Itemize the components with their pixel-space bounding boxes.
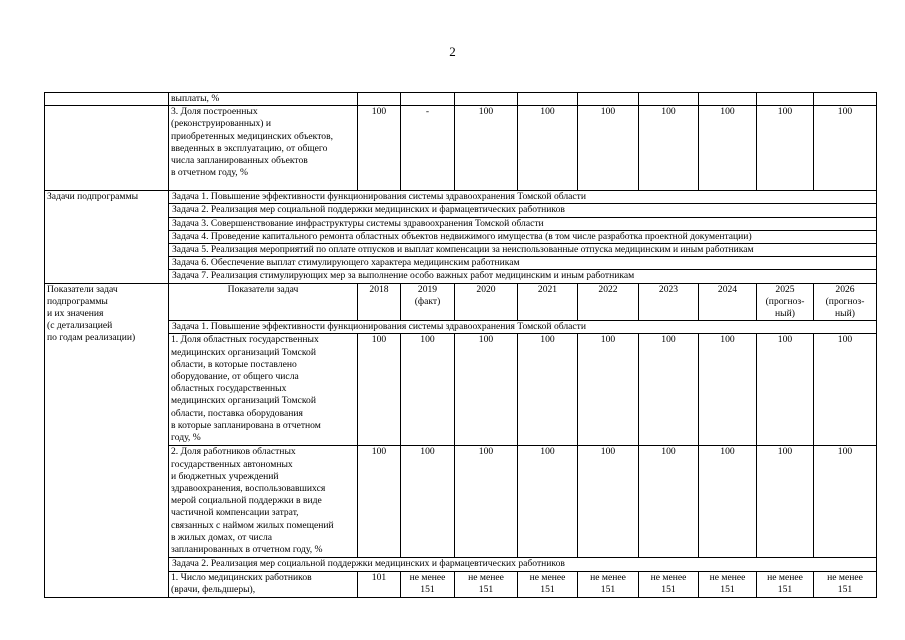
value-2023: 100 [639, 334, 699, 446]
value-2023: 100 [639, 446, 699, 558]
indicator-row [45, 571, 877, 597]
value-2026: 100 [814, 334, 877, 446]
prev-indicator-tail: выплаты, % [169, 93, 358, 106]
subprogram-passport-table [44, 92, 877, 598]
task-2: Задача 2. Реализация мер социальной поддержки медицинских и фармацевтических работников [169, 204, 877, 217]
indicators-section-label: Показатели задач подпрограммы и их значения (с детализацией по годам реализации) [45, 283, 169, 597]
indicator-text: 3. Доля построенных (реконструированных) и приобретенных медицинских объектов, введенных в эксплуатацию, от общего числа запланированных объектов в отчетном году, % [169, 106, 358, 191]
task-row [45, 191, 877, 204]
indicator-text: 1. Доля областных государственных медицинских организаций Томской области, в которые поставлено оборудование, от общего числа областных государственных медицинских организаций Томской области, поставка оборудования в которые запланирована в отчетном году, % [169, 334, 358, 446]
value-2025: 100 [757, 334, 814, 446]
value-2019: - [401, 106, 455, 191]
value-2022: не менее 151 [578, 571, 639, 597]
indicator-row [45, 446, 877, 558]
value-2018: 100 [358, 106, 401, 191]
value-2020: 100 [455, 334, 518, 446]
value-2024: 100 [699, 334, 757, 446]
value-2018: 101 [358, 571, 401, 597]
value-2020: 100 [455, 446, 518, 558]
value-2024: 100 [699, 446, 757, 558]
tasks-section-label: Задачи подпрограммы [45, 191, 169, 283]
value-2022: 100 [578, 446, 639, 558]
year-header-2024: 2024 [699, 283, 757, 321]
year-header-2018: 2018 [358, 283, 401, 321]
value-2024: не менее 151 [699, 571, 757, 597]
value-2025: 100 [757, 106, 814, 191]
value-2018: 100 [358, 334, 401, 446]
task-row [45, 204, 877, 217]
year-header-2023: 2023 [639, 283, 699, 321]
value-2020: не менее 151 [455, 571, 518, 597]
indicators-header-label: Показатели задач [169, 283, 358, 321]
task-6: Задача 6. Обеспечение выплат стимулирующего характера медицинским работникам [169, 257, 877, 270]
task-title-row [45, 321, 877, 334]
task-title-row [45, 558, 877, 571]
task2-title: Задача 2. Реализация мер социальной поддержки медицинских и фармацевтических работников [169, 558, 877, 571]
value-2021: 100 [518, 106, 578, 191]
year-header-2022: 2022 [578, 283, 639, 321]
year-header-2026: 2026 (прогноз- ный) [814, 283, 877, 321]
value-2025: 100 [757, 446, 814, 558]
year-header-2019: 2019 (факт) [401, 283, 455, 321]
value-2019: 100 [401, 334, 455, 446]
indicators-header-row [45, 283, 877, 321]
task-7: Задача 7. Реализация стимулирующих мер за выполнение особо важных работ медицинским и иным работникам [169, 270, 877, 283]
task-row [45, 244, 877, 257]
value-2019: 100 [401, 446, 455, 558]
value-2023: 100 [639, 106, 699, 191]
year-header-2021: 2021 [518, 283, 578, 321]
value-2023: не менее 151 [639, 571, 699, 597]
page-number: 2 [449, 44, 456, 59]
value-2021: 100 [518, 446, 578, 558]
indicator-text: 2. Доля работников областных государственных автономных и бюджетных учреждений здравоохранения, воспользовавшихся мерой социальной поддержки в виде частичной компенсации затрат, связанных с наймом жилых помещений в жилых домах, от числа запланированных в отчетном году, % [169, 446, 358, 558]
value-2026: 100 [814, 106, 877, 191]
value-2021: 100 [518, 334, 578, 446]
task-1: Задача 1. Повышение эффективности функционирования системы здравоохранения Томской области [169, 191, 877, 204]
indicator-text: 1. Число медицинских работников (врачи, фельдшеры), [169, 571, 358, 597]
value-2020: 100 [455, 106, 518, 191]
value-2026: 100 [814, 446, 877, 558]
prev-indicator-tail-row [45, 93, 877, 106]
indicator-row [45, 106, 877, 191]
left-label-cell [45, 93, 169, 106]
value-2024: 100 [699, 106, 757, 191]
year-header-2025: 2025 (прогноз- ный) [757, 283, 814, 321]
year-header-2020: 2020 [455, 283, 518, 321]
task-row [45, 257, 877, 270]
value-2018: 100 [358, 446, 401, 558]
task-row [45, 270, 877, 283]
task-row [45, 217, 877, 230]
task-4: Задача 4. Проведение капитального ремонта областных объектов недвижимого имущества (в том числе разработка проектной документации) [169, 230, 877, 243]
value-2026: не менее 151 [814, 571, 877, 597]
value-2022: 100 [578, 106, 639, 191]
value-2019: не менее 151 [401, 571, 455, 597]
left-label-cell [45, 106, 169, 191]
task-3: Задача 3. Совершенствование инфраструктуры системы здравоохранения Томской области [169, 217, 877, 230]
value-2025: не менее 151 [757, 571, 814, 597]
value-2021: не менее 151 [518, 571, 578, 597]
task-5: Задача 5. Реализация мероприятий по оплате отпусков и выплат компенсации за неиспользованные отпуска медицинским и иным работникам [169, 244, 877, 257]
indicator-row [45, 334, 877, 446]
task1-title: Задача 1. Повышение эффективности функционирования системы здравоохранения Томской области [169, 321, 877, 334]
task-row [45, 230, 877, 243]
value-2022: 100 [578, 334, 639, 446]
